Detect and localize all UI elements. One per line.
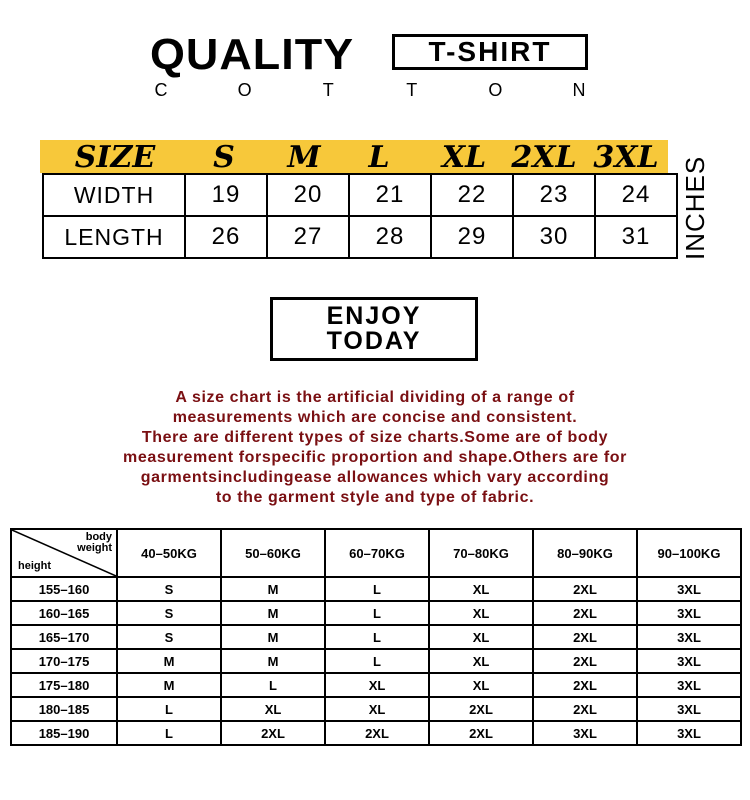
size-cell: XL (429, 673, 533, 697)
table-cell: 19 (185, 174, 267, 216)
size-cell: XL (429, 649, 533, 673)
table-row (11, 601, 741, 625)
cotton-letter: T (406, 80, 418, 100)
table-cell: 26 (185, 216, 267, 258)
size-cell: M (221, 601, 325, 625)
size-cell: L (325, 601, 429, 625)
cotton-letter: O (488, 80, 503, 100)
row-label: WIDTH (43, 174, 185, 216)
height-range-cell: 160–165 (11, 601, 117, 625)
enjoy-line: ENJOY (326, 302, 422, 330)
size-cell: 2XL (533, 673, 637, 697)
cotton-letter: N (572, 80, 586, 100)
table-cell: 23 (513, 174, 595, 216)
today-line: TODAY (326, 327, 422, 355)
table-cell: 27 (267, 216, 349, 258)
column-header: 70–80KG (429, 529, 533, 577)
table-row (11, 673, 741, 697)
table-cell: 29 (431, 216, 513, 258)
size-chart-description (30, 388, 720, 508)
size-cell: 2XL (533, 577, 637, 601)
size-cell: S (117, 625, 221, 649)
corner-weight-label (77, 532, 112, 554)
height-range-cell: 185–190 (11, 721, 117, 745)
cotton-letter: C (154, 80, 168, 100)
size-cell: 2XL (429, 697, 533, 721)
size-cell: M (117, 673, 221, 697)
table-row (11, 697, 741, 721)
size-cell: L (117, 721, 221, 745)
size-cell: L (325, 625, 429, 649)
corner-body-text: body (85, 531, 112, 543)
corner-height-label: height (18, 560, 51, 572)
size-header-label: SIZE (74, 140, 156, 175)
table-cell: 30 (513, 216, 595, 258)
unit-label: INCHES (680, 155, 710, 260)
size-cell: L (325, 577, 429, 601)
table-cell: 31 (595, 216, 677, 258)
tshirt-title: T-SHIRT (428, 36, 552, 67)
column-header: 50–60KG (221, 529, 325, 577)
weight-height-table (10, 528, 742, 746)
size-header-3xl: 3XL (593, 140, 659, 175)
size-cell: XL (325, 697, 429, 721)
size-cell: 2XL (533, 649, 637, 673)
size-cell: S (117, 601, 221, 625)
description-line: garmentsincludingease allowances which vary according (140, 469, 610, 486)
column-header: 80–90KG (533, 529, 637, 577)
cotton-letter: T (322, 80, 334, 100)
size-cell: S (117, 577, 221, 601)
size-cell: 2XL (429, 721, 533, 745)
size-cell: 2XL (325, 721, 429, 745)
cotton-letter: O (237, 80, 252, 100)
size-cell: XL (429, 625, 533, 649)
size-header-s: S (213, 140, 235, 175)
table-row (11, 721, 741, 745)
size-cell: XL (429, 577, 533, 601)
length-row (43, 216, 677, 258)
cotton-subtitle (150, 80, 590, 101)
size-cell: M (221, 625, 325, 649)
column-header: 90–100KG (637, 529, 741, 577)
table-row (11, 649, 741, 673)
column-header: 40–50KG (117, 529, 221, 577)
table-cell: 21 (349, 174, 431, 216)
quality-title: QUALITY (150, 30, 355, 79)
enjoy-today-box (270, 297, 478, 361)
size-cell: 2XL (533, 697, 637, 721)
size-cell: 3XL (637, 697, 741, 721)
size-cell: L (221, 673, 325, 697)
table-row (11, 625, 741, 649)
size-cell: 2XL (533, 625, 637, 649)
size-cell: XL (325, 673, 429, 697)
size-cell: XL (221, 697, 325, 721)
height-range-cell: 180–185 (11, 697, 117, 721)
corner-cell (11, 529, 117, 577)
table-cell: 20 (267, 174, 349, 216)
size-cell: 3XL (637, 721, 741, 745)
size-header-xl: XL (441, 140, 487, 175)
size-cell: 3XL (533, 721, 637, 745)
column-header: 60–70KG (325, 529, 429, 577)
row-label: LENGTH (43, 216, 185, 258)
size-cell: 3XL (637, 649, 741, 673)
size-cell: L (325, 649, 429, 673)
width-row (43, 174, 677, 216)
size-cell: 3XL (637, 673, 741, 697)
size-header-m: M (287, 140, 321, 175)
size-header-l: L (368, 140, 390, 175)
height-range-cell: 170–175 (11, 649, 117, 673)
description-line: measurement forspecific proportion and shape.Others are for (123, 449, 627, 466)
size-header-2xl: 2XL (511, 140, 577, 175)
height-range-cell: 165–170 (11, 625, 117, 649)
table-cell: 24 (595, 174, 677, 216)
corner-weight-text: weight (77, 542, 112, 554)
table-row (11, 577, 741, 601)
size-cell: 2XL (533, 601, 637, 625)
table-cell: 28 (349, 216, 431, 258)
description-line: measurements which are concise and consistent. (172, 409, 578, 426)
size-cell: 2XL (221, 721, 325, 745)
table-header-row (11, 529, 741, 577)
size-cell: M (117, 649, 221, 673)
height-range-cell: 155–160 (11, 577, 117, 601)
inch-size-table (42, 173, 678, 259)
size-cell: XL (429, 601, 533, 625)
description-line: There are different types of size charts.Some are of body (141, 429, 609, 446)
size-cell: 3XL (637, 577, 741, 601)
size-cell: 3XL (637, 601, 741, 625)
height-range-cell: 175–180 (11, 673, 117, 697)
size-header-bar (40, 140, 668, 173)
tshirt-title-box (392, 34, 588, 70)
size-cell: M (221, 577, 325, 601)
description-line: A size chart is the artificial dividing of a range of (175, 389, 575, 406)
table-cell: 22 (431, 174, 513, 216)
size-cell: 3XL (637, 625, 741, 649)
size-cell: M (221, 649, 325, 673)
size-cell: L (117, 697, 221, 721)
description-line: to the garment style and type of fabric. (215, 489, 535, 506)
